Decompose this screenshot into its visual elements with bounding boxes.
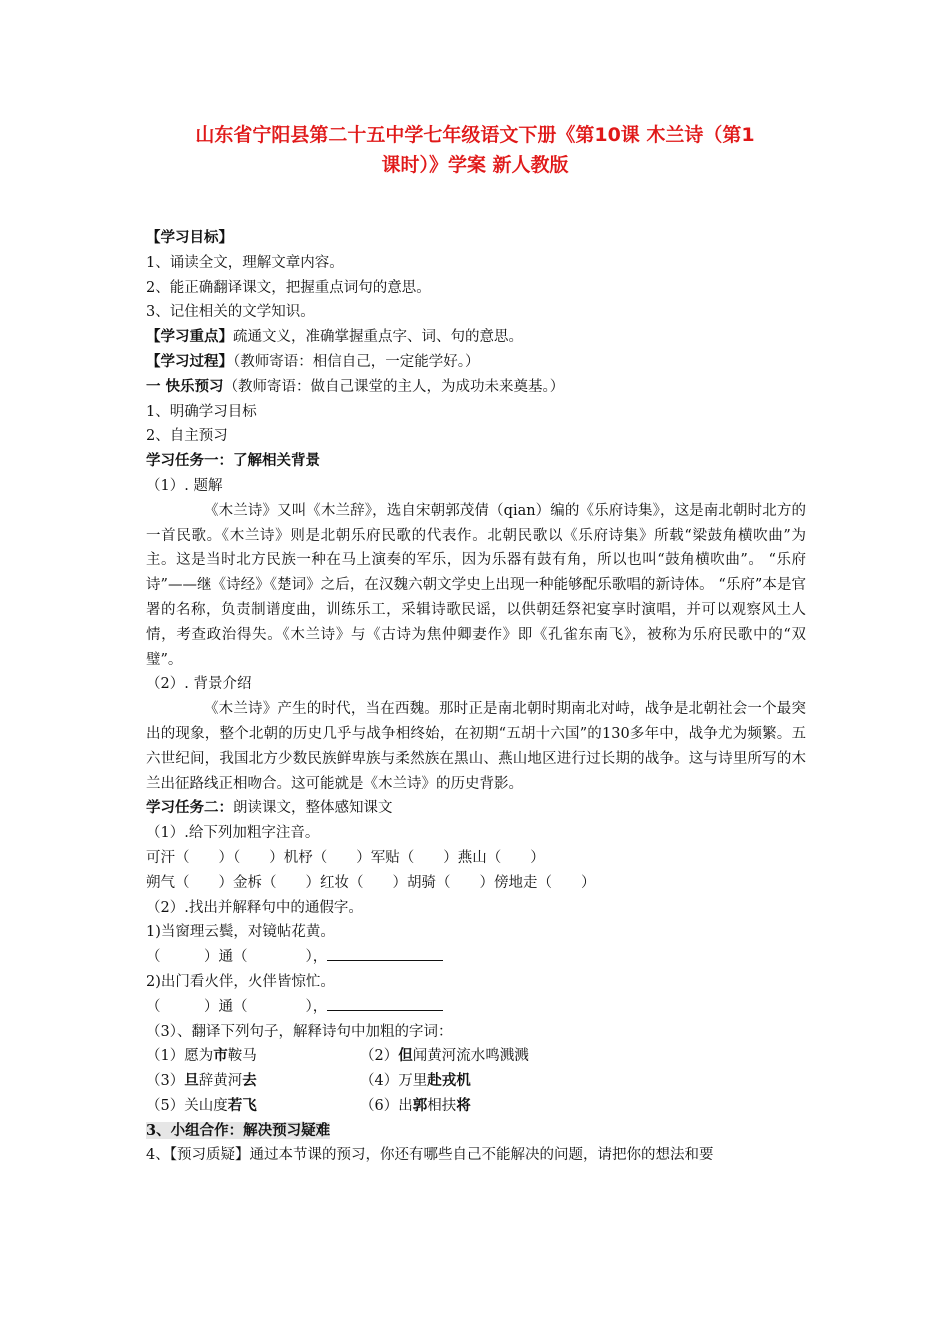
task2-sub1: （1）.给下列加粗字注音。 xyxy=(146,825,320,842)
answer-blank xyxy=(327,996,443,1011)
bold-word: 旦 xyxy=(184,1072,199,1090)
task2-sub3: （3）、翻译下列句子，解释诗句中加粗的字词： xyxy=(146,1023,453,1040)
process-line xyxy=(146,350,806,375)
task2-text: 朗读课文，整体感知课文 xyxy=(233,800,393,817)
task2-sub2: （2）.找出并解释句中的通假字。 xyxy=(146,899,363,916)
fill-text: （ ）通（ ）， xyxy=(146,998,328,1015)
bold-word: 将 xyxy=(456,1096,471,1114)
preview-line xyxy=(146,375,806,400)
goal-item: 2、能正确翻译课文，把握重点词句的意思。 xyxy=(146,279,431,296)
task1-sub2: （2）. 背景介绍 xyxy=(146,676,252,693)
task2-heading: 学习任务二： xyxy=(146,799,233,817)
document-title xyxy=(0,120,950,180)
bold-word: 郭 xyxy=(412,1096,428,1114)
bold-word: 但 xyxy=(398,1047,413,1065)
title-line-1: 山东省宁阳县第二十五中学七年级语文下册《第10课 木兰诗（第1 xyxy=(195,124,755,146)
translate-row-2 xyxy=(146,1069,806,1094)
goal-item: 1、诵读全文，理解文章内容。 xyxy=(146,254,344,271)
focus-line xyxy=(146,325,806,350)
bold-word: 市 xyxy=(213,1047,228,1065)
translate-row-3 xyxy=(146,1094,806,1119)
translate-text: （6）出 xyxy=(360,1097,413,1114)
step-2: 2、自主预习 xyxy=(146,428,228,445)
translate-text: 闻黄河流水鸣溅溅 xyxy=(412,1048,529,1065)
translate-text: 辞黄河 xyxy=(198,1073,243,1090)
step-1: 1、明确学习目标 xyxy=(146,403,257,420)
question-2: 2)出门看火伴，火伴皆惊忙。 xyxy=(146,973,335,990)
translate-text: （5）关山度 xyxy=(146,1097,228,1114)
bold-word: 若飞 xyxy=(227,1096,257,1114)
step-4-text: 通过本节课的预习，你还有哪些自己不能解决的问题，请把你的想法和要 xyxy=(249,1147,714,1164)
translate-row-1 xyxy=(146,1044,806,1069)
translate-text: （4）万里 xyxy=(360,1073,428,1090)
step-3: 3、小组合作：解决预习疑难 xyxy=(146,1121,331,1139)
step-3-line xyxy=(146,1119,806,1144)
question-1: 1)当窗理云鬓，对镜帖花黄。 xyxy=(146,924,335,941)
answer-blank xyxy=(327,946,443,961)
task1-sub1: （1）. 题解 xyxy=(146,477,223,494)
pinyin-row-1: 可汗（ ）（ ）机杼（ ）军贴（ ）燕山（ ） xyxy=(146,849,545,866)
translate-text: （2） xyxy=(360,1048,399,1065)
fill-text: （ ）通（ ）， xyxy=(146,949,328,966)
step-4-line xyxy=(146,1143,806,1168)
translate-text: 相扶 xyxy=(427,1097,457,1114)
process-heading: 【学习过程】 xyxy=(146,352,233,370)
step-4-label: 4、【预习质疑】 xyxy=(146,1147,250,1164)
question-2-fill xyxy=(146,995,806,1020)
pinyin-row-2: 朔气（ ）金柝（ ）红妆（ ）胡骑（ ）傍地走（ ） xyxy=(146,874,596,891)
goal-item: 3、记住相关的文学知识。 xyxy=(146,304,315,321)
document-body xyxy=(146,226,806,1168)
translate-text: 鞍马 xyxy=(227,1048,257,1065)
task1-paragraph-1: 《木兰诗》又叫《木兰辞》，选自宋朝郭茂倩（qian）编的《乐府诗集》，这是南北朝时北方的一首民歌。《木兰诗》则是北朝乐府民歌的代表作。北朝民歌以《乐府诗集》所载“梁鼓角横吹曲”为主。这是当时北方民族一种在马上演奏的军乐，因为乐器有鼓有角，所以也叫“鼓角横吹曲”。 “乐府诗”——继《诗经》《楚词》之后，在汉魏六朝文学史上出现一种能够配乐歌唱的新诗体。 “乐府”本是官署的名称，负责制谱度曲，训练乐工，采辑诗歌民谣，以供朝廷祭祀宴享时演唱，并可以观察风土人情，考查政治得失。《木兰诗》与《古诗为焦仲卿妻作》即《孔雀东南飞》，被称为乐府民歌中的“双璧”。 xyxy=(146,502,806,668)
translate-text: （3） xyxy=(146,1073,185,1090)
task2-line xyxy=(146,796,806,821)
focus-text: 疏通文义，准确掌握重点字、词、句的意思。 xyxy=(233,329,523,346)
goals-heading: 【学习目标】 xyxy=(146,229,233,246)
focus-heading: 【学习重点】 xyxy=(146,328,233,346)
preview-heading: 一 快乐预习 xyxy=(146,377,224,395)
bold-word: 赴 xyxy=(427,1072,442,1090)
task1-paragraph-2: 《木兰诗》产生的时代，当在西魏。那时正是南北朝时期南北对峙，战争是北朝社会一个最突出的现象，整个北朝的历史几乎与战争相终始，在初期“五胡十六国”的130多年中，战争尤为频繁。五六世纪间，我国北方少数民族鲜卑族与柔然族在黑山、燕山地区进行过长期的战争。这与诗里所写的木兰出征路线正相吻合。这可能就是《木兰诗》的历史背影。 xyxy=(146,701,806,792)
task1-heading: 学习任务一：了解相关背景 xyxy=(146,452,320,470)
translate-text: （1）愿为 xyxy=(146,1048,214,1065)
process-text: （教师寄语：相信自己，一定能学好。） xyxy=(233,353,480,370)
preview-text: （教师寄语：做自己课堂的主人，为成功未来奠基。） xyxy=(223,378,565,395)
bold-word: 戎机 xyxy=(441,1072,471,1090)
bold-word: 去 xyxy=(242,1072,257,1090)
question-1-fill xyxy=(146,945,806,970)
title-line-2: 课时）》学案 新人教版 xyxy=(381,154,569,176)
